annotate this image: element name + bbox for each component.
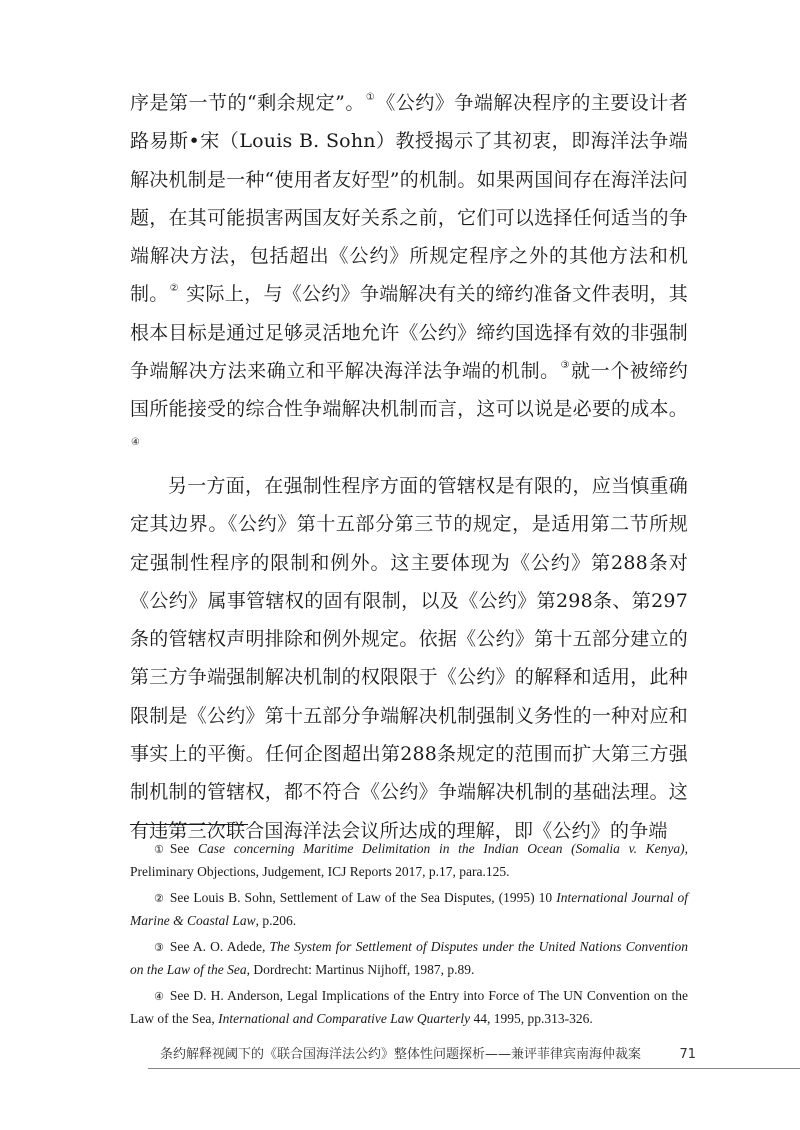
footnote-2 [130,887,688,932]
running-title: 条约解释视阈下的《联合国海洋法公约》整体性问题探析——兼评菲律宾南海仲裁案 [160,1047,642,1062]
footnote-4 [130,985,688,1030]
footnote-separator [130,824,248,825]
footnote-italic: International and Comparative Law Quarterly [218,1011,471,1026]
footnote-text: , Dordrecht: Martinus Nijhoff, 1987, p.89. [246,962,475,977]
footnote-italic: International Journal of Marine & Coastal Law [130,890,688,928]
paragraph-1-text-b: 《公约》争端解决程序的主要设计者路易斯•宋（Louis B. Sohn）教授揭示了其初衷，即海洋法争端解决机制是一种“使用者友好型”的机制。如果两国间存在海洋法问题，在其可能损害两国友好关系之前，它们可以选择任何适当的争端解决方法，包括超出《公约》所规定程序之外的其他方法和机制。 [130,92,689,306]
footer-rule [148,1068,800,1069]
footnote-number: ④ [154,990,164,1003]
footnote-text: , Preliminary Objections, Judgement, ICJ Reports 2017, p.17, para.125. [130,841,688,879]
paragraph-1-text-a: 序是第一节的“剩余规定”。 [130,92,365,114]
footnote-ref-3[interactable]: ③ [560,360,571,372]
footnote-italic: Case concerning Maritime Delimitation in the Indian Ocean (Somalia v. Kenya) [198,841,685,856]
body-text [130,84,688,850]
paragraph-1 [130,84,688,467]
footnote-text: See A. O. Adede, [169,939,270,954]
footnote-number: ① [154,843,164,856]
footnote-ref-1[interactable]: ① [365,92,376,103]
footnote-number: ② [154,892,164,905]
page-footer [160,1046,696,1064]
footnote-1 [130,838,688,883]
footnote-text: See [169,841,199,856]
footnote-ref-4[interactable]: ④ [131,436,141,448]
footnote-3 [130,936,688,981]
footnote-number: ③ [154,941,164,954]
paragraph-2: 另一方面，在强制性程序方面的管辖权是有限的，应当慎重确定其边界。《公约》第十五部分第三节的规定，是适用第二节所规定强制性程序的限制和例外。这主要体现为《公约》第288条对《公约》属事管辖权的固有限制，以及《公约》第298条、第297条的管辖权声明排除和例外规定。依据《公约》第十五部分建立的第三方争端强制解决机制的权限限于《公约》的解释和适用，此种限制是《公约》第十五部分争端解决机制强制义务性的一种对应和事实上的平衡。任何企图超出第288条规定的范围而扩大第三方强制机制的管辖权，都不符合《公约》争端解决机制的基础法理。这有违第三次联合国海洋法会议所达成的理解，即《公约》的争端 [130,474,688,842]
paragraph-1-text-c: 实际上，与《公约》争端解决有关的缔约准备文件表明，其根本目标是通过足够灵活地允许《公约》缔约国选择有效的非强制争端解决方法来确立和平解决海洋法争端的机制。 [130,283,688,383]
footnote-text: , p.206. [255,913,297,928]
footnote-ref-2[interactable]: ② [169,283,179,295]
footnote-text: 44, 1995, pp.313-326. [470,1011,593,1026]
footnotes [130,838,688,1034]
footnote-text: See D. H. Anderson, Legal Implications of the Entry into Force of The UN Convention on the Law of the Sea, [130,988,688,1026]
footnote-italic: The System for Settlement of Disputes under the United Nations Convention on the Law of the Sea [130,939,689,977]
footnote-text: See Louis B. Sohn, Settlement of Law of the Sea Disputes, (1995) 10 [169,890,557,905]
paragraph-1-text-d: 就一个被缔约国所能接受的综合性争端解决机制而言，这可以说是必要的成本。 [130,360,689,421]
page-number: 71 [679,1047,696,1062]
